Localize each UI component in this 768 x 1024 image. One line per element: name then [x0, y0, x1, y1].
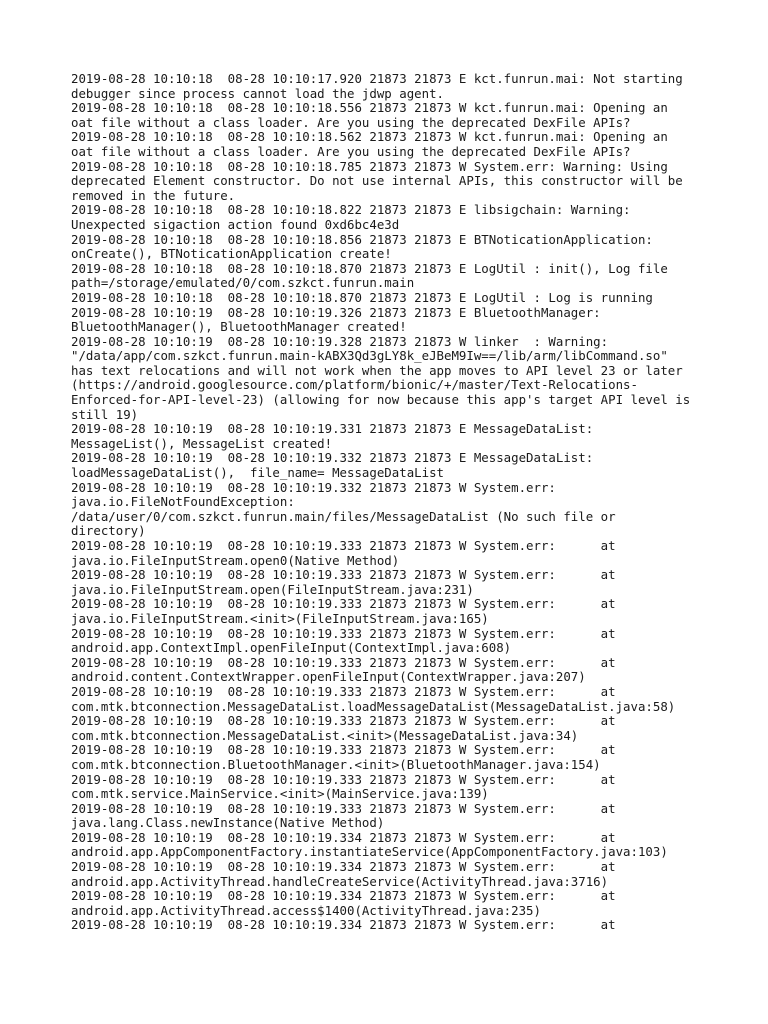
log-line: has text relocations and will not work when the app moves to API level 23 or later: [71, 362, 683, 378]
log-line: directory): [71, 523, 146, 539]
log-line: "/data/app/com.szkct.funrun.main-kABX3Qd3gLY8k_eJBeM9Iw==/lib/arm/libCommand.so": [71, 348, 668, 364]
log-line: 2019-08-28 10:10:19 08-28 10:10:19.333 21873 21873 W System.err: at: [71, 800, 616, 816]
log-line: 2019-08-28 10:10:18 08-28 10:10:18.556 21873 21873 W kct.funrun.mai: Opening an: [71, 100, 668, 116]
log-line: 2019-08-28 10:10:18 08-28 10:10:18.870 21873 21873 E LogUtil : init(), Log file: [71, 260, 668, 276]
log-line: onCreate(), BTNoticationApplication create!: [71, 246, 392, 262]
log-line: java.io.FileInputStream.open(FileInputStream.java:231): [71, 581, 474, 597]
log-line: 2019-08-28 10:10:19 08-28 10:10:19.334 21873 21873 W System.err: at: [71, 859, 616, 875]
log-line: 2019-08-28 10:10:19 08-28 10:10:19.334 21873 21873 W System.err: at: [71, 888, 616, 904]
log-line: com.mtk.btconnection.BluetoothManager.<init>(BluetoothManager.java:154): [71, 756, 601, 772]
log-line: debugger since process cannot load the jdwp agent.: [71, 85, 444, 101]
log-line: 2019-08-28 10:10:18 08-28 10:10:17.920 21873 21873 E kct.funrun.mai: Not starting: [71, 71, 683, 86]
log-line: 2019-08-28 10:10:18 08-28 10:10:18.856 21873 21873 E BTNoticationApplication:: [71, 231, 653, 247]
log-line: android.content.ContextWrapper.openFileInput(ContextWrapper.java:207): [71, 669, 586, 685]
log-line: 2019-08-28 10:10:18 08-28 10:10:18.562 21873 21873 W kct.funrun.mai: Opening an: [71, 129, 668, 145]
log-line: 2019-08-28 10:10:18 08-28 10:10:18.785 21873 21873 W System.err: Warning: Using: [71, 158, 668, 174]
log-line: 2019-08-28 10:10:19 08-28 10:10:19.326 21873 21873 E BluetoothManager:: [71, 304, 601, 320]
log-line: android.app.ActivityThread.access$1400(ActivityThread.java:235): [71, 902, 541, 918]
log-line: loadMessageDataList(), file_name= MessageDataList: [71, 465, 444, 481]
log-line: java.io.FileInputStream.<init>(FileInputStream.java:165): [71, 610, 489, 626]
log-line: 2019-08-28 10:10:19 08-28 10:10:19.334 21873 21873 W System.err: at: [71, 917, 616, 933]
log-line: path=/storage/emulated/0/com.szkct.funrun.main: [71, 275, 415, 291]
log-line: /data/user/0/com.szkct.funrun.main/files/MessageDataList (No such file or: [71, 508, 616, 524]
log-line: 2019-08-28 10:10:19 08-28 10:10:19.333 21873 21873 W System.err: at: [71, 713, 616, 729]
log-line: MessageList(), MessageList created!: [71, 435, 333, 451]
log-line: 2019-08-28 10:10:19 08-28 10:10:19.333 21873 21873 W System.err: at: [71, 683, 616, 699]
log-line: android.app.ActivityThread.handleCreateService(ActivityThread.java:3716): [71, 873, 609, 889]
log-line: 2019-08-28 10:10:18 08-28 10:10:18.822 21873 21873 E libsigchain: Warning:: [71, 202, 631, 218]
log-line: 2019-08-28 10:10:19 08-28 10:10:19.334 21873 21873 W System.err: at: [71, 829, 616, 845]
log-line: oat file without a class loader. Are you using the deprecated DexFile APIs?: [71, 114, 631, 130]
log-line: removed in the future.: [71, 187, 236, 203]
log-line: com.mtk.btconnection.MessageDataList.<init>(MessageDataList.java:34): [71, 727, 579, 743]
log-line: 2019-08-28 10:10:19 08-28 10:10:19.332 21873 21873 W System.err:: [71, 479, 556, 495]
log-line: 2019-08-28 10:10:19 08-28 10:10:19.333 21873 21873 W System.err: at: [71, 596, 616, 612]
log-line: 2019-08-28 10:10:19 08-28 10:10:19.332 21873 21873 E MessageDataList:: [71, 450, 594, 466]
log-line: 2019-08-28 10:10:19 08-28 10:10:19.328 21873 21873 W linker : Warning:: [71, 333, 609, 349]
log-line: 2019-08-28 10:10:19 08-28 10:10:19.333 21873 21873 W System.err: at: [71, 654, 616, 670]
log-line: (https://android.googlesource.com/platform/bionic/+/master/Text-Relocations-: [71, 377, 638, 393]
log-line: Enforced-for-API-level-23) (allowing for now because this app's target API level is: [71, 392, 691, 408]
log-line: 2019-08-28 10:10:19 08-28 10:10:19.333 21873 21873 W System.err: at: [71, 538, 616, 553]
log-text-block: [71, 72, 711, 933]
log-line: com.mtk.btconnection.MessageDataList.loadMessageDataList(MessageDataList.java:58): [71, 698, 676, 714]
log-line: 2019-08-28 10:10:19 08-28 10:10:19.331 21873 21873 E MessageDataList:: [71, 421, 594, 437]
log-line: 2019-08-28 10:10:18 08-28 10:10:18.870 21873 21873 E LogUtil : Log is running: [71, 289, 653, 305]
log-line: java.io.FileNotFoundException:: [71, 494, 295, 510]
log-line: com.mtk.service.MainService.<init>(MainService.java:139): [71, 786, 489, 802]
log-line: BluetoothManager(), BluetoothManager created!: [71, 319, 407, 335]
log-line: deprecated Element constructor. Do not use internal APIs, this constructor will be: [71, 173, 683, 189]
log-line: 2019-08-28 10:10:19 08-28 10:10:19.333 21873 21873 W System.err: at: [71, 771, 616, 787]
log-line: 2019-08-28 10:10:19 08-28 10:10:19.333 21873 21873 W System.err: at: [71, 625, 616, 641]
log-line: oat file without a class loader. Are you using the deprecated DexFile APIs?: [71, 143, 631, 159]
log-line: still 19): [71, 406, 139, 422]
log-line: java.lang.Class.newInstance(Native Method): [71, 815, 385, 831]
log-line: android.app.AppComponentFactory.instantiateService(AppComponentFactory.java:103): [71, 844, 668, 860]
log-line: 2019-08-28 10:10:19 08-28 10:10:19.333 21873 21873 W System.err: at: [71, 567, 616, 583]
log-line: 2019-08-28 10:10:19 08-28 10:10:19.333 21873 21873 W System.err: at: [71, 742, 616, 758]
log-line: java.io.FileInputStream.open0(Native Method): [71, 552, 400, 568]
log-line: android.app.ContextImpl.openFileInput(ContextImpl.java:608): [71, 640, 512, 656]
log-line: Unexpected sigaction action found 0xd6bc4e3d: [71, 216, 400, 232]
